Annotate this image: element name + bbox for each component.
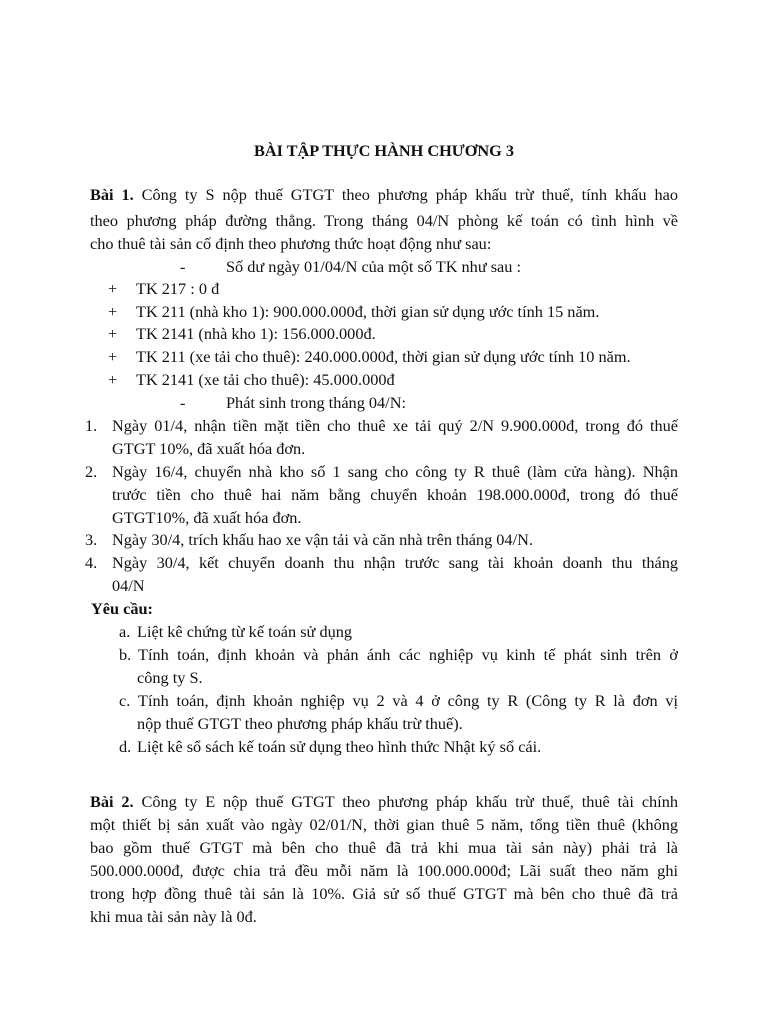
bai1-intro-line-1: Bài 1. Công ty S nộp thuế GTGT theo phương pháp khấu trừ thuế, tính khấu hao	[90, 185, 678, 204]
dash-marker-1: -	[180, 257, 186, 276]
requirement-line: Liệt kê sổ sách kế toán sử dụng theo hình thức Nhật ký sổ cái.	[137, 737, 542, 756]
bai2-line: trong hợp đồng thuê tài sản là 10%. Giả sử số thuế GTGT mà bên cho thuê đã trả	[90, 884, 678, 903]
requirement-letter: d.	[119, 737, 132, 756]
balance-item: TK 217 : 0 đ	[136, 279, 220, 298]
transaction-line: Ngày 01/4, nhận tiền mặt tiền cho thuê xe tải quý 2/N 9.900.000đ, trong đó thuế	[112, 416, 678, 435]
bai2-label: Bài 2.	[90, 792, 134, 811]
requirement-letter: c.	[119, 691, 131, 710]
transaction-line: GTGT10%, đã xuất hóa đơn.	[112, 508, 302, 527]
bai1-label: Bài 1.	[90, 185, 134, 204]
transaction-line: Ngày 30/4, kết chuyển doanh thu nhận trước sang tài khoản doanh thu tháng	[112, 553, 678, 572]
transaction-number: 2.	[85, 462, 98, 481]
plus-marker: +	[108, 347, 118, 366]
transaction-line: Ngày 16/4, chuyển nhà kho số 1 sang cho công ty R thuê (làm cửa hàng). Nhận	[112, 462, 678, 481]
transaction-number: 3.	[85, 530, 98, 549]
plus-marker: +	[108, 324, 118, 343]
plus-marker: +	[108, 279, 118, 298]
requirement-line: Tính toán, định khoản nghiệp vụ 2 và 4 ở công ty R (Công ty R là đơn vị	[138, 691, 678, 710]
requirement-line: nộp thuế GTGT theo phương pháp khấu trừ thuế).	[137, 714, 463, 733]
bai2-line: 500.000.000đ, được chia trả đều mỗi năm là 100.000.000đ; Lãi suất theo năm ghi	[90, 861, 678, 880]
balance-item: TK 211 (xe tải cho thuê): 240.000.000đ, thời gian sử dụng ước tính 10 năm.	[136, 347, 631, 366]
transaction-line: GTGT 10%, đã xuất hóa đơn.	[112, 439, 306, 458]
transaction-line: 04/N	[112, 576, 145, 595]
requirement-line: Tính toán, định khoản và phản ánh các nghiệp vụ kinh tế phát sinh trên ở	[138, 645, 678, 664]
requirements-label: Yêu cầu:	[91, 599, 153, 618]
bai1-intro-line-2: theo phương pháp đường thẳng. Trong tháng 04/N phòng kế toán có tình hình về	[90, 211, 678, 230]
transaction-number: 4.	[85, 553, 98, 572]
dash-marker-2: -	[180, 393, 186, 412]
requirement-line: Liệt kê chứng từ kế toán sử dụng	[137, 622, 353, 641]
transaction-line: trước tiền cho thuê hai năm bằng chuyển khoản 198.000.000đ, trong đó thuế	[112, 485, 678, 504]
bai2-line: bao gồm thuế GTGT mà bên cho thuê đã trả khi mua tài sản này) phải trả là	[90, 838, 678, 857]
plus-marker: +	[108, 370, 118, 389]
plus-marker: +	[108, 302, 118, 321]
requirement-line: công ty S.	[137, 668, 203, 687]
balance-item: TK 211 (nhà kho 1): 900.000.000đ, thời gian sử dụng ước tính 15 năm.	[136, 302, 600, 321]
bai1-intro-line-3: cho thuê tài sản cố định theo phương thức hoạt động như sau:	[90, 234, 492, 253]
transactions-heading: Phát sinh trong tháng 04/N:	[226, 393, 406, 412]
balance-item: TK 2141 (nhà kho 1): 156.000.000đ.	[136, 324, 376, 343]
bai2-line: một thiết bị sản xuất vào ngày 02/01/N, thời gian thuê 5 năm, tổng tiền thuê (không	[90, 815, 678, 834]
transaction-line: Ngày 30/4, trích khấu hao xe vận tải và căn nhà trên tháng 04/N.	[112, 530, 533, 549]
bai2-line-1: Bài 2. Công ty E nộp thuế GTGT theo phương pháp khấu trừ thuế, thuê tài chính	[90, 792, 678, 811]
page-title: BÀI TẬP THỰC HÀNH CHƯƠNG 3	[253, 141, 515, 160]
requirement-letter: a.	[119, 622, 131, 641]
opening-balance-heading: Số dư ngày 01/04/N của một số TK như sau :	[226, 257, 522, 276]
requirement-letter: b.	[119, 645, 132, 664]
bai2-line: khi mua tài sản này là 0đ.	[90, 907, 257, 926]
transaction-number: 1.	[85, 416, 98, 435]
balance-item: TK 2141 (xe tải cho thuê): 45.000.000đ	[136, 370, 395, 389]
